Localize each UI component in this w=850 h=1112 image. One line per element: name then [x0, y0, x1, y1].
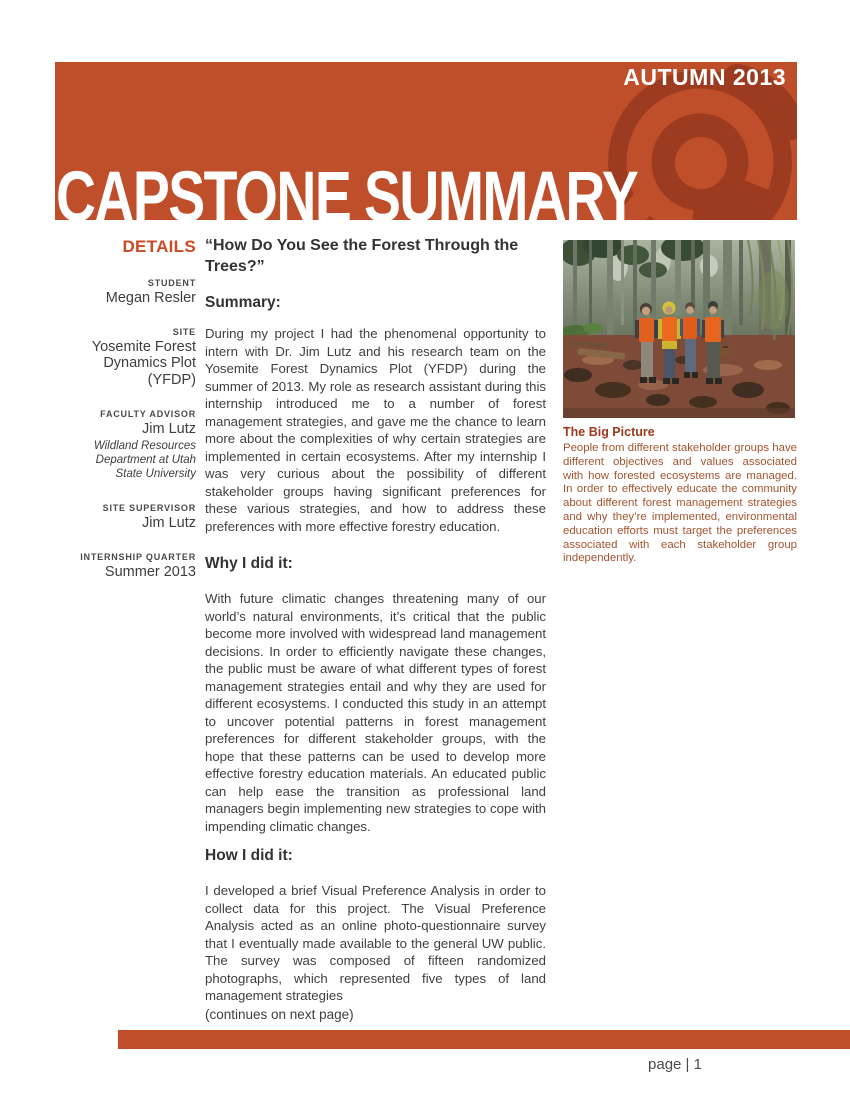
sidebar-field-faculty-advisor — [55, 409, 196, 482]
details-sidebar — [55, 237, 196, 580]
footer-rule-bar — [118, 1030, 850, 1049]
field-label: STUDENT — [147, 278, 196, 288]
forest-research-team-photo — [563, 240, 795, 418]
sidebar-field-internship-quarter — [55, 552, 196, 580]
section-heading: Summary: — [205, 294, 281, 311]
field-note: Wildland Resources Department at Utah State University — [93, 440, 196, 480]
caption-body: People from different stakeholder groups have different objectives and values associated with how forested ecosystems are managed. In order to effectively educate the community about different forest management strategies and why they’re implemented, environmental education efforts must target the preferences associated with each stakeholder group independently. — [563, 442, 797, 565]
continuation-note: (continues on next page) — [205, 1007, 354, 1022]
field-value: Jim Lutz — [142, 420, 196, 437]
page-number: page | 1 — [648, 1056, 702, 1073]
field-value: Summer 2013 — [104, 563, 196, 580]
article-title: “How Do You See the Forest Through the Trees?” — [205, 237, 519, 275]
field-value: Yosemite Forest Dynamics Plot (YFDP) — [91, 339, 196, 388]
field-value: Megan Resler — [105, 290, 196, 306]
field-label: FACULTY ADVISOR — [100, 408, 196, 419]
section-heading: How I did it: — [205, 847, 293, 864]
details-heading: DETAILS — [122, 237, 196, 256]
sidebar-field-student — [55, 278, 196, 306]
article-section-why — [205, 553, 546, 835]
figure-caption — [563, 425, 797, 566]
sidebar-field-site-supervisor — [55, 503, 196, 531]
caption-title: The Big Picture — [563, 425, 655, 439]
section-body: With future climatic changes threatening many of our world’s natural environments, it’s critical that the public become more involved with widespread land management decisions. In order to efficiently navigate these changes, the public must be aware of what different types of forest management strategies entail and why they are used for different ecosystems. I conducted this study in an attempt to uncover potential patterns in forest management preferences for different stakeholder groups, with the hope that these patterns can be used to develop more effective forestry education materials. An educated public can help ease the transition as professional land managers begin implementing new strategies to cope with impending climatic changes. — [205, 591, 546, 834]
masthead-banner — [55, 62, 797, 237]
masthead-title: CAPSTONE SUMMARY — [56, 158, 638, 237]
sidebar-field-site — [55, 327, 196, 388]
field-label: SITE SUPERVISOR — [102, 502, 196, 513]
field-label: SITE — [172, 327, 196, 338]
article-section-summary — [205, 292, 546, 535]
field-label: INTERNSHIP QUARTER — [80, 551, 196, 562]
section-body: During my project I had the phenomenal opportunity to intern with Dr. Jim Lutz and his research team on the Yosemite Forest Dynamics Plot (YFDP) during the summer of 2013. My role as research assistant during this internship introduced me to a number of forest management strategies, and gave me the chance to learn more about the complexities of why certain strategies are implemented in certain ecosystems. After my internship I was very curious about the possibility of different stakeholder groups having significant preferences for these various strategies, and how to address these preferences with more effective forestry education. — [205, 326, 546, 534]
section-heading: Why I did it: — [205, 555, 293, 572]
section-body: I developed a brief Visual Preference Analysis in order to collect data for this project. The Visual Preference Analysis acted as an online photo-questionnaire survey that I eventually made available to the general UW public. The survey was composed of fifteen randomized photographs, which represented five types of land management strategies — [205, 883, 546, 1003]
field-value: Jim Lutz — [142, 514, 196, 531]
issue-label: AUTUMN 2013 — [623, 64, 786, 90]
article-section-how — [205, 845, 546, 1005]
